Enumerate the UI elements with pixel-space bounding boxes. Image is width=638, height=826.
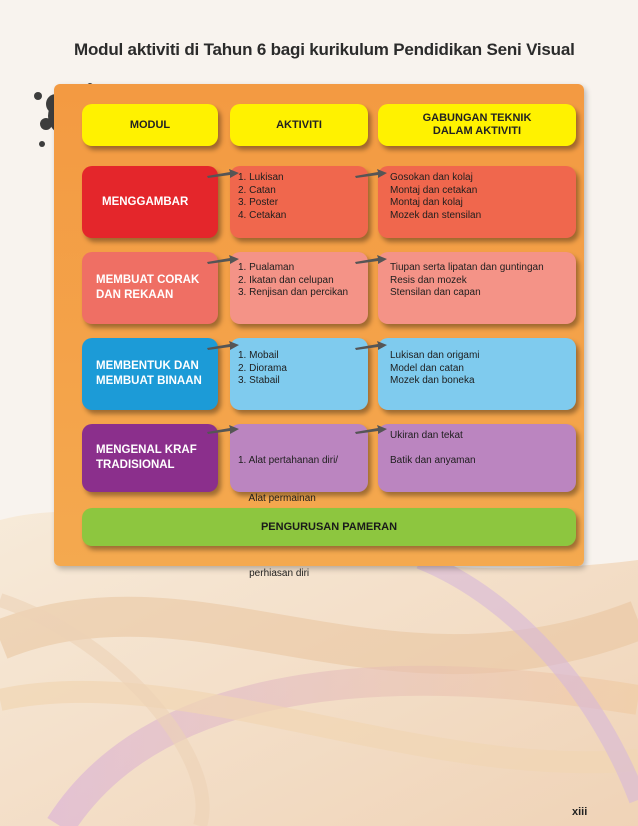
page-title: Modul aktiviti di Tahun 6 bagi kurikulum Pendidikan Seni Visual xyxy=(74,40,575,59)
modul-menggambar xyxy=(82,166,218,238)
list-item: 1. Alat pertahanan diri/ xyxy=(238,455,339,466)
list-item: 4. Cetakan xyxy=(238,209,287,221)
arrow-icon xyxy=(206,424,240,436)
list-item: 3. Stabail xyxy=(238,375,280,386)
list-item: Montaj dan kolaj xyxy=(390,197,463,208)
arrow-icon xyxy=(206,168,240,180)
modul-kraf-tradisional xyxy=(82,424,218,492)
aktiviti-membentuk xyxy=(230,338,368,410)
list-item: Batik dan anyaman xyxy=(390,454,476,466)
header-gabungan xyxy=(378,104,576,146)
list-item: Resis dan mozek xyxy=(390,274,467,286)
modul-label-line2: MEMBUAT BINAAN xyxy=(96,375,202,387)
arrow-icon xyxy=(354,340,388,352)
arrow-icon xyxy=(206,340,240,352)
arrow-icon xyxy=(354,254,388,266)
list-item: Gosokan dan kolaj xyxy=(390,172,473,183)
list-item: perhiasan diri xyxy=(238,567,310,579)
list-item: Mozek dan boneka xyxy=(390,375,475,386)
list-item: Mozek dan stensilan xyxy=(390,209,482,221)
list-item: 3. Renjisan dan percikan xyxy=(238,287,349,298)
footer-label: PENGURUSAN PAMERAN xyxy=(260,521,398,533)
list-item: Alat permainan xyxy=(238,492,316,504)
list-item: 2. Diorama xyxy=(238,362,287,374)
modul-label-line1: MEMBENTUK DAN xyxy=(96,360,199,372)
arrow-icon xyxy=(354,424,388,436)
list-item: Tiupan serta lipatan dan guntingan xyxy=(390,262,544,273)
footer-pengurusan-pameran xyxy=(82,508,576,546)
list-item: Lukisan dan origami xyxy=(390,350,480,361)
modul-membuat-corak xyxy=(82,252,218,324)
modul-label-line1: MENGGAMBAR xyxy=(102,195,189,208)
gabungan-membentuk xyxy=(378,338,576,410)
modul-label-line1: MEMBUAT CORAK xyxy=(96,274,200,286)
list-item: 2. Ikatan dan celupan xyxy=(238,274,334,286)
arrow-icon xyxy=(354,168,388,180)
list-item: Ukiran dan tekat xyxy=(390,430,463,441)
aktiviti-membuat-corak xyxy=(230,252,368,324)
aktiviti-menggambar xyxy=(230,166,368,238)
page-number: xiii xyxy=(572,806,588,818)
gabungan-kraf-tradisional xyxy=(378,424,576,492)
list-item: Stensilan dan capan xyxy=(390,287,481,298)
header-modul xyxy=(82,104,218,146)
gabungan-membuat-corak xyxy=(378,252,576,324)
list-item: Model dan catan xyxy=(390,362,464,374)
list-item: Montaj dan cetakan xyxy=(390,184,478,196)
list-item: 1. Mobail xyxy=(238,350,279,361)
list-item xyxy=(390,443,568,455)
header-modul-label: MODUL xyxy=(129,118,171,131)
modul-label-line2: DAN REKAAN xyxy=(96,289,174,301)
gabungan-menggambar xyxy=(378,166,576,238)
header-gabungan-line2: DALAM AKTIVITI xyxy=(432,125,522,137)
arrow-icon xyxy=(206,254,240,266)
modul-label-line1: MENGENAL KRAF xyxy=(96,444,197,456)
list-item: 1. Lukisan xyxy=(238,172,284,183)
header-gabungan-line1: GABUNGAN TEKNIK xyxy=(422,112,532,124)
modul-label-line2: TRADISIONAL xyxy=(96,459,175,471)
list-item: 3. Poster xyxy=(238,197,279,208)
list-item: 2. Catan xyxy=(238,184,276,196)
header-aktiviti xyxy=(230,104,368,146)
modul-membentuk xyxy=(82,338,218,410)
header-aktiviti-label: AKTIVITI xyxy=(276,118,322,131)
list-item: 1. Pualaman xyxy=(238,262,295,273)
